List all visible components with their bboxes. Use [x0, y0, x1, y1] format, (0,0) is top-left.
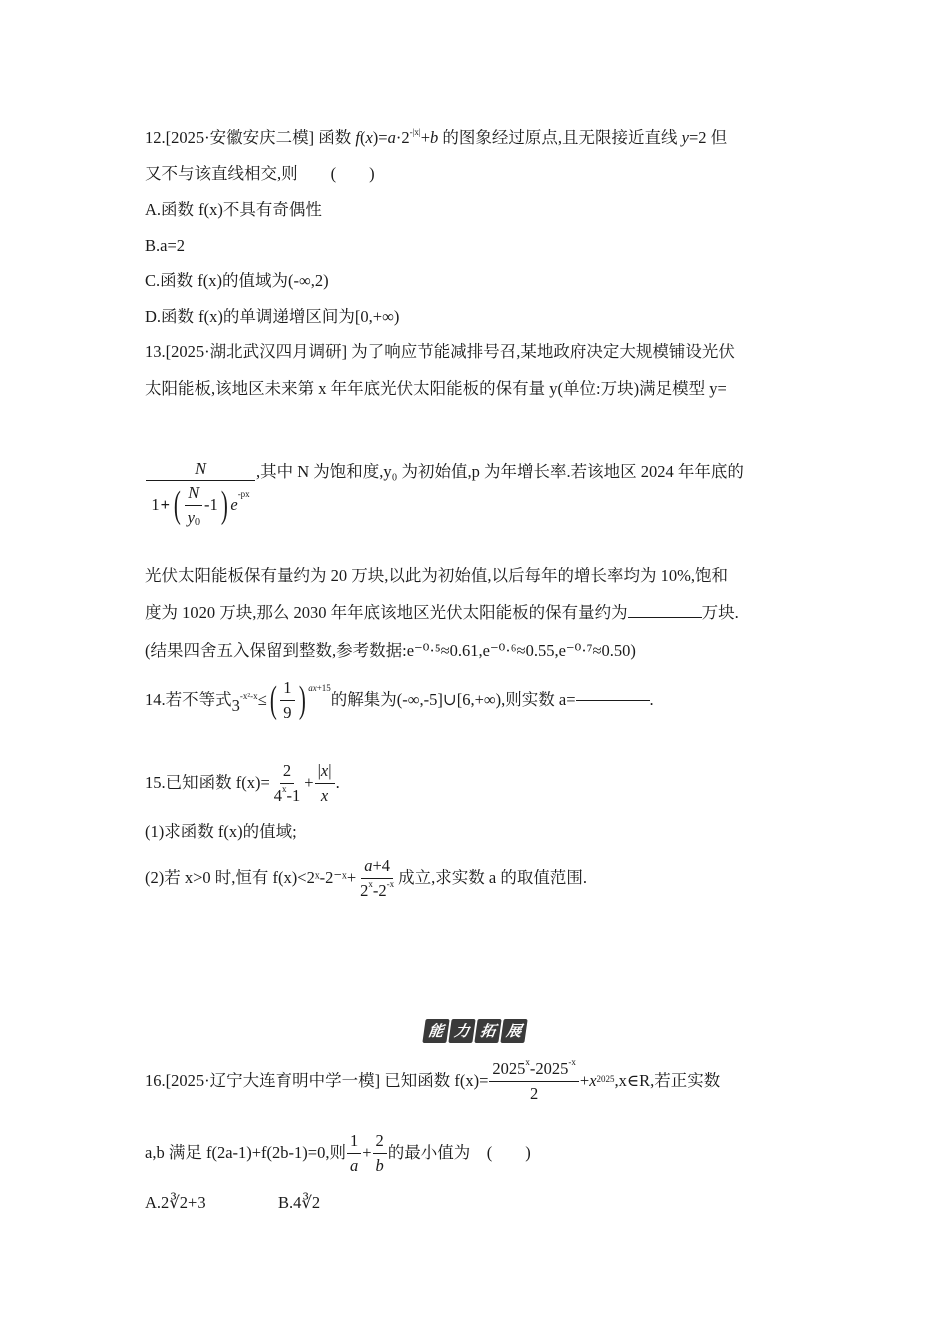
q12-line1-b: 的图象经过原点,且无限接近直线: [438, 128, 682, 147]
q15-fraction-1: $\frac{2}{4^x-1}$: [273, 761, 301, 805]
q12-line1-a: 12.[2025·安徽安庆二模] 函数: [145, 128, 356, 147]
q16-prefix: 16.[2025·辽宁大连育明中学一模] 已知函数 f(x)=: [145, 1070, 489, 1090]
q13-model-fraction: N 1 + ( $\frac{N}{y0}$ -1 ) e $^{-px}$: [146, 460, 255, 526]
q13-line5-a: 度为 1020 万块,那么 2030 年年底该地区光伏太阳能板的保有量约为: [145, 603, 628, 622]
q15-part2-b: 成立,求实数 a 的取值范围.: [398, 867, 587, 887]
q12-option-d: D.函数 f(x)的单调递增区间为[0,+∞): [145, 307, 400, 326]
q15-fraction-3: $\frac{a+4}{2^x-2^{-x}}$: [360, 856, 395, 900]
q14-end: .: [649, 689, 654, 709]
q15-line: 15.已知函数 f(x)= $\frac{2}{4^x-1}$ + $\frac{|x|}{x}$ .: [145, 761, 340, 805]
q15-fraction-2: $\frac{|x|}{x}$: [315, 762, 335, 804]
q14-suffix: 的解集为(-∞,-5]∪[6,+∞),则实数 a=: [330, 689, 576, 709]
q12-line1: 12.[2025·安徽安庆二模] 函数 $f(x)=a\cdot 2^{-|x|}+b$ 的图象经过原点,且无限接近直线 y=2 但: [145, 127, 728, 147]
q13-line5-b: 万块.: [701, 603, 739, 622]
q14-inequality: $3^{-x^2-x}$ ≤ ( $\frac{1}{9}$ ) $^{ax +15}$: [231, 678, 331, 722]
q15-prefix: 15.已知函数 f(x)=: [145, 772, 270, 792]
q16-option-b: B.4∛2: [278, 1193, 321, 1212]
q13-formula: [145, 460, 744, 540]
q15-part1: (1)求函数 f(x)的值域;: [145, 822, 297, 841]
section-char-2: 力: [448, 1019, 475, 1043]
q15-part2-a: (2)若 x>0 时,恒有 f(x)<2ˣ-2⁻ˣ+: [145, 867, 357, 887]
q13-line4: 光伏太阳能板保有量约为 20 万块,以此为初始值,以后每年的增长率均为 10%,饱和: [145, 566, 728, 585]
q16-option-a: A.2∛2+3: [145, 1193, 206, 1212]
q12-option-a: A.函数 f(x)不具有奇偶性: [145, 200, 322, 219]
q16-line2-b: 的最小值为 ( ): [387, 1142, 531, 1162]
q16-line2-a: a,b 满足 f(2a-1)+f(2b-1)=0,则: [145, 1142, 346, 1162]
q16-fraction-b: $\frac{2}{b}$: [373, 1132, 387, 1174]
q16-fraction: $\frac{2025^x-2025^{-x}}{2}$: [489, 1060, 579, 1102]
q13-line1: 13.[2025·湖北武汉四月调研] 为了响应节能减排号召,某地政府决定大规模铺设光伏: [145, 342, 735, 361]
q12-option-c: C.函数 f(x)的值域为(-∞,2): [145, 271, 329, 290]
q12-line2: 又不与该直线相交,则 ( ): [145, 164, 375, 183]
q13-formula-tail: ,其中 N 为饱和度,y₀ 为初始值,p 为年增长率.若该地区 2024 年年底的: [256, 462, 744, 481]
ability-extension-header: [424, 1019, 526, 1043]
q13-line5: [145, 605, 739, 622]
q14-prefix: 14.若不等式: [145, 689, 232, 709]
q12-option-b: B.a=2: [145, 236, 186, 255]
q14-line: [145, 680, 654, 720]
q16-line1: 16.[2025·辽宁大连育明中学一模] 已知函数 f(x)= $\frac{2025^x-2025^{-x}}{2}$ + x $^{2025}$ ,x∈R,若正实数: [145, 1057, 721, 1103]
q16-suffix: ,x∈R,若正实数: [614, 1070, 721, 1090]
q14-answer-blank: [576, 699, 650, 701]
q15-part2: [145, 855, 587, 901]
q16-fraction-a: $\frac{1}{a}$: [347, 1132, 361, 1174]
q13-line6: (结果四舍五入保留到整数,参考数据:e⁻⁰·⁵≈0.61,e⁻⁰·⁶≈0.55,e⁻⁰·⁷≈0.50): [145, 641, 636, 660]
q12-line1-c: =2 但: [688, 128, 728, 147]
section-char-3: 拓: [474, 1019, 501, 1043]
q13-line2: 太阳能板,该地区未来第 x 年年底光伏太阳能板的保有量 y(单位:万块)满足模型 y=: [145, 379, 727, 398]
section-char-4: 展: [500, 1019, 527, 1043]
q13-answer-blank: [628, 616, 702, 618]
section-char-1: 能: [422, 1019, 449, 1043]
q16-line2: a,b 满足 f(2a-1)+f(2b-1)=0,则 $\frac{1}{a}$ + $\frac{2}{b}$ 的最小值为 ( ): [145, 1131, 531, 1175]
